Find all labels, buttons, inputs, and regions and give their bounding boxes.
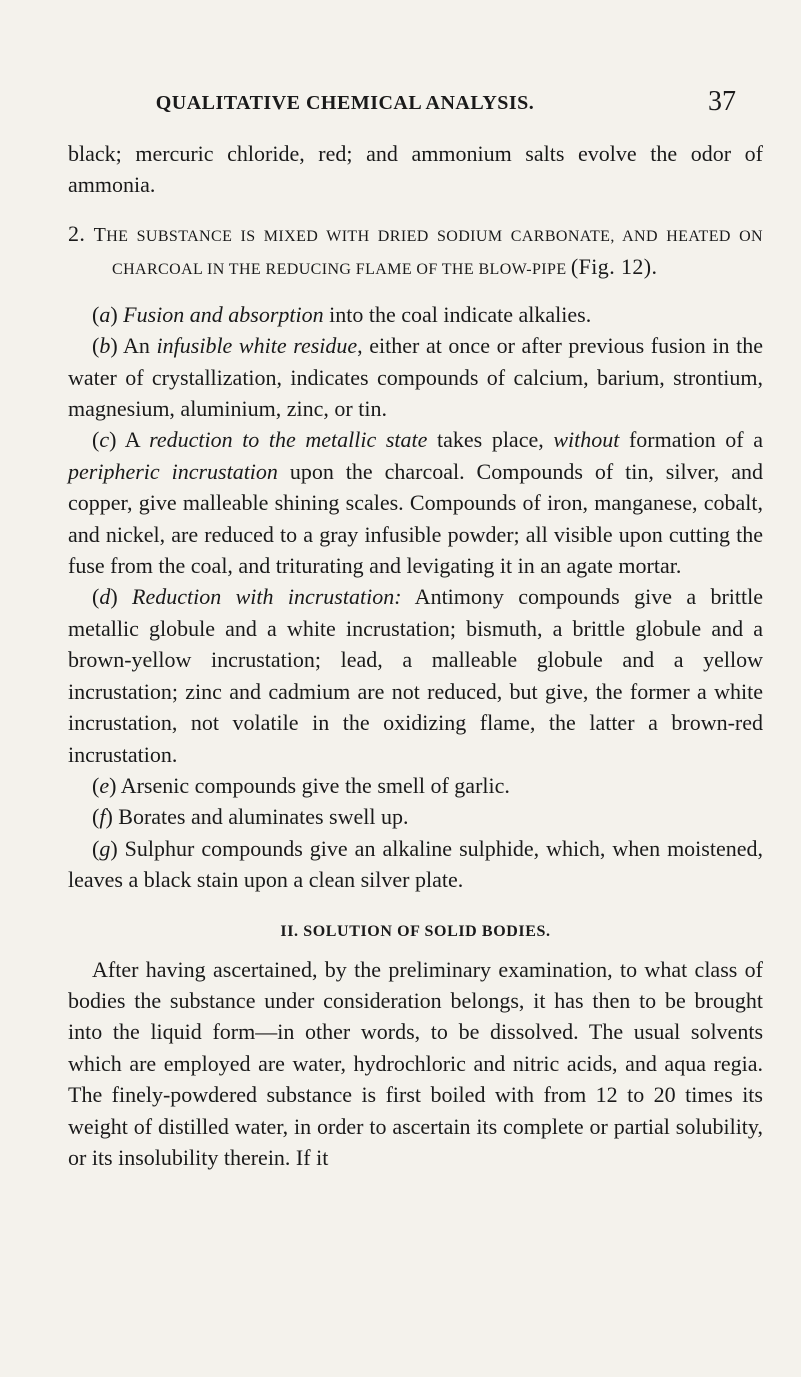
section-heading: II. SOLUTION OF SOLID BODIES.: [280, 922, 551, 940]
body-text: [68, 138, 763, 1173]
item-a: (a) Fusion and absorption into the coal indicate alkalies.: [92, 301, 592, 327]
item-f-text: Borates and aluminates swell up.: [112, 804, 409, 830]
item-c-mid-2: formation of a: [619, 427, 763, 453]
heading-2-initial: T: [93, 223, 107, 246]
item-b-pre: An: [117, 333, 157, 359]
item-g-text: Sulphur compounds give an alkaline sulphide, which, when moistened, leaves a black stain upon a clean silver plate.: [68, 835, 763, 893]
item-a-text: into the coal indicate alkalies.: [323, 301, 592, 327]
item-d-emphasis: Reduction with incrustation:: [132, 584, 402, 610]
item-c-mid-1: takes place,: [427, 427, 554, 453]
item-e-text: Arsenic compounds give the smell of garlic.: [116, 772, 510, 798]
page-number: 37: [708, 86, 736, 117]
heading-2: [68, 219, 763, 285]
item-c-text: upon the charcoal. Compounds of tin, silver, and copper, give malleable shining scales. Compounds of iron, manganese, cobalt, and nickel, are reduced to a gray infusible powder; all visible upon cutting the fuse from the coal, and triturating and levigating it in an agate mortar.: [68, 458, 763, 579]
heading-2-text: HE SUBSTANCE IS MIXED WITH DRIED SODIUM CARBONATE, AND HEATED ON CHARCOAL IN THE REDUCING FLAME OF THE BLOW-PIPE: [106, 227, 763, 278]
heading-2-number: 2.: [68, 220, 86, 246]
item-d: (d) Reduction with incrustation: Antimony compounds give a brittle metallic globule and a white incrustation; bismuth, a brittle globule and a brown-yellow incrustation; lead, a malleable globule and a yellow incrustation; zinc and cadmium are not reduced, but give, the former a white incrustation, not volatile in the oxidizing flame, the latter a brown-red incrustation.: [68, 584, 763, 767]
item-b-emphasis: infusible white residue: [156, 333, 358, 359]
item-c-emphasis-3: peripheric incrustation: [68, 458, 278, 484]
running-head: [0, 86, 801, 122]
item-a-emphasis: Fusion and absorption: [123, 301, 324, 327]
paragraph-continuation: black; mercuric chloride, red; and ammonium salts evolve the odor of ammonia.: [68, 141, 763, 198]
item-d-text: Antimony compounds give a brittle metallic globule and a white incrustation; bismuth, a brittle globule and a brown-yellow incrustation; lead, a malleable globule and a yellow incrustation; zinc and cadmium are not reduced, but give, the former a white incrustation, not volatile in the oxidizing flame, the latter a brown-red incrustation.: [68, 584, 763, 767]
item-b: (b) An infusible white residue, either at once or after previous fusion in the water of crystallization, indicates compounds of calcium, barium, strontium, magnesium, aluminium, zinc, or tin.: [68, 333, 763, 422]
item-c-emphasis-2: without: [553, 427, 620, 453]
item-f: (f) Borates and aluminates swell up.: [92, 804, 409, 830]
item-c: (c) A reduction to the metallic state takes place, without formation of a peripheric incrustation upon the charcoal. Compounds of tin, silver, and copper, give malleable shining scales. Compounds of iron, manganese, cobalt, and nickel, are reduced to a gray infusible powder; all visible upon cutting the fuse from the coal, and triturating and levigating it in an agate mortar.: [68, 427, 763, 579]
item-g: (g) Sulphur compounds give an alkaline sulphide, which, when moistened, leaves a black stain upon a clean silver plate.: [68, 835, 763, 893]
item-b-text: , either at once or after previous fusion in the water of crystallization, indicates compounds of calcium, barium, strontium, magnesium, aluminium, zinc, or tin.: [68, 333, 763, 422]
section-paragraph: After having ascertained, by the preliminary examination, to what class of bodies the substance under consideration belongs, it has then to be brought into the liquid form—in other words, to be dissolved. The usual solvents which are employed are water, hydrochloric and nitric acids, and aqua regia. The finely-powdered substance is first boiled with from 12 to 20 times its weight of distilled water, in order to ascertain its complete or partial solubility, or its insolubility therein. If it: [68, 956, 763, 1170]
item-e: (e) Arsenic compounds give the smell of garlic.: [92, 772, 510, 798]
item-c-emphasis-1: reduction to the metallic state: [149, 427, 428, 453]
figure-reference: (Fig. 12).: [570, 253, 658, 279]
running-head-title: QUALITATIVE CHEMICAL ANALYSIS.: [155, 92, 535, 114]
item-c-pre: A: [116, 427, 150, 453]
